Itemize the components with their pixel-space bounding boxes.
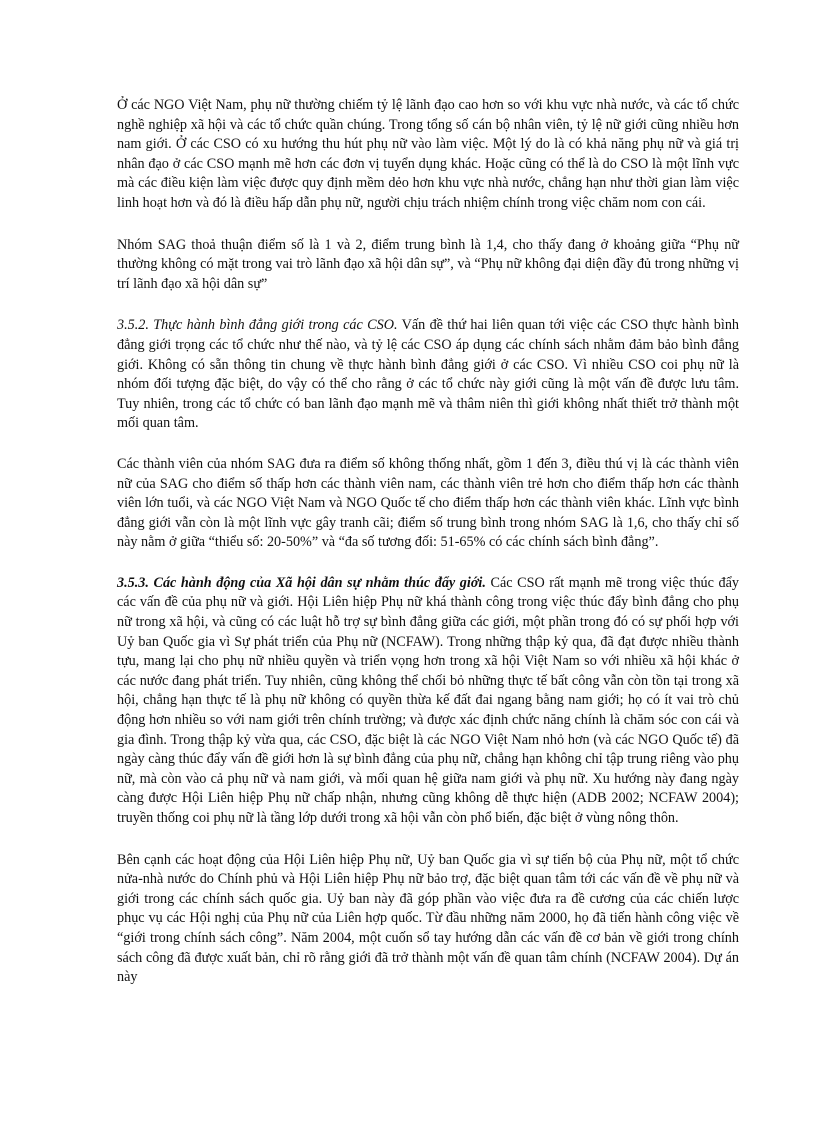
paragraph-text: Nhóm SAG thoả thuận điểm số là 1 và 2, điểm trung bình là 1,4, cho thấy đang ở khoảng giữa “Phụ nữ thường không có mặt trong vai trò lãnh đạo xã hội dân sự”, và “Phụ nữ không đại diện đầy đủ trong những vị trí lãnh đạo xã hội dân sự” xyxy=(117,236,739,292)
paragraph-text: Các thành viên của nhóm SAG đưa ra điểm số không thống nhất, gồm 1 đến 3, điều thú vị là các thành viên nữ của SAG cho điểm số thấp hơn các thành viên nam, các thành viên trẻ hơn cho điểm thấp hơn các thành viên lớn tuổi, và các NGO Việt Nam và NGO Quốc tế cho điểm thấp hơn các thành viên khác. Lĩnh vực bình đẳng giới vẫn còn là một lĩnh vực gây tranh cãi; điểm số trung bình trong nhóm SAG là 1,6, cho thấy chỉ số này nằm ở giữa “thiểu số: 20-50%” và “đa số tương đối: 51-65% có các chính sách bình đẳng”. xyxy=(117,455,739,551)
paragraph-text: Bên cạnh các hoạt động của Hội Liên hiệp Phụ nữ, Uỷ ban Quốc gia vì sự tiến bộ của Phụ nữ, một tổ chức nửa-nhà nước do Chính phủ và Hội Liên hiệp Phụ nữ bảo trợ, đặc biệt quan tâm tới các vấn đề về phụ nữ và giới trong các chính sách quốc gia. Uỷ ban này đã góp phần vào việc đưa ra đề cương của các chiến lược phục vụ các Hội nghị của Phụ nữ của Liên hợp quốc. Từ đầu những năm 2000, họ đã tiến hành công việc về “giới trong chính sách công”. Năm 2004, một cuốn sổ tay hướng dẫn các vấn đề cơ bản về giới trong chính sách công đã được xuất bản, chỉ rõ rằng giới đã trở thành một vấn đề quan tâm chính (NCFAW 2004). Dự án này xyxy=(117,851,739,986)
paragraph-section-3-5-3 xyxy=(117,574,739,829)
section-heading: 3.5.3. Các hành động của Xã hội dân sự nhằm thúc đẩy giới. xyxy=(117,574,486,591)
paragraph-sag-score-leadership xyxy=(117,236,739,295)
document-page xyxy=(117,96,739,1008)
paragraph-sag-score-equality xyxy=(117,455,739,553)
paragraph-text: Ở các NGO Việt Nam, phụ nữ thường chiếm tỷ lệ lãnh đạo cao hơn so với khu vực nhà nước, và các tổ chức nghề nghiệp xã hội và các tổ chức quần chúng. Trong tổng số cán bộ nhân viên, tỷ lệ nữ giới cũng nhiều hơn nam giới. Ở các CSO có xu hướng thu hút phụ nữ vào làm việc. Một lý do là có khả năng phụ nữ và giá trị nhân đạo ở các CSO mạnh mẽ hơn các đơn vị tuyển dụng khác. Hoặc cũng có thể là do CSO là một lĩnh vực mà các điều kiện làm việc được quy định mềm dẻo hơn khu vực nhà nước, chẳng hạn như thời gian làm việc linh hoạt hơn và đó là điều hấp dẫn phụ nữ, người chịu trách nhiệm chính trong việc chăm nom con cái. xyxy=(117,97,739,211)
section-heading: 3.5.2. Thực hành bình đẳng giới trong các CSO. xyxy=(117,317,398,334)
paragraph-section-3-5-2 xyxy=(117,316,739,434)
paragraph-ngo-leadership xyxy=(117,96,739,214)
paragraph-text: Các CSO rất mạnh mẽ trong việc thúc đẩy các vấn đề của phụ nữ và giới. Hội Liên hiệp Phụ nữ khá thành công trong việc thúc đẩy bình đẳng cho phụ nữ trong xã hội, và cũng có các luật hỗ trợ sự bình đẳng giữa các giới, một phần trong đó có sự phối hợp với Uỷ ban Quốc gia vì Sự phát triển của Phụ nữ (NCFAW). Trong những thập kỷ qua, đã đạt được nhiều thành tựu, mang lại cho phụ nữ nhiều quyền và triển vọng hơn trong xã hội Việt Nam so với nhiều xã hội khác ở các nước đang phát triển. Tuy nhiên, cũng không thể chối bỏ những thực tế bất công vẫn còn tồn tại trong xã hội, chẳng hạn thực tế là phụ nữ không có quyền thừa kế đất đai ngang bằng nam giới; họ có ít vai trò chủ động hơn nhiều so với nam giới trên chính trường; và được xác định chức năng chính là chăm sóc con cái và gia đình. Trong thập kỷ vừa qua, các CSO, đặc biệt là các NGO Việt Nam nhỏ hơn (và các NGO Quốc tế) đã ngày càng thúc đẩy vấn đề giới hơn là sự bình đẳng của phụ nữ, chẳng hạn không chỉ tập trung riêng vào phụ nữ, mà còn vào cả phụ nữ và nam giới, và mối quan hệ giữa nam giới và phụ nữ. Xu hướng này đang ngày càng được Hội Liên hiệp Phụ nữ chấp nhận, nhưng cũng không dễ thực hiện (ADB 2002; NCFAW 2004); truyền thống coi phụ nữ là tầng lớp dưới trong xã hội vẫn còn phổ biến, đặc biệt ở vùng nông thôn. xyxy=(117,574,739,826)
paragraph-text: Vấn đề thứ hai liên quan tới việc các CSO thực hành bình đẳng giới trọng các tổ chức như thế nào, và tỷ lệ các CSO áp dụng các chính sách nhằm đảm bảo bình đẳng giới. Không có sẵn thông tin chung về thực hành bình đẳng giới ở các CSO. Vì nhiều CSO coi phụ nữ là nhóm đối tượng đặc biệt, do vậy có thể cho rằng ở các tổ chức này giới cũng là một vấn đề được lưu tâm. Tuy nhiên, trong các tổ chức có ban lãnh đạo mạnh mẽ và thâm niên thì giới không nhất thiết trở thành một mối quan tâm. xyxy=(117,317,740,432)
paragraph-ncfaw xyxy=(117,851,739,988)
